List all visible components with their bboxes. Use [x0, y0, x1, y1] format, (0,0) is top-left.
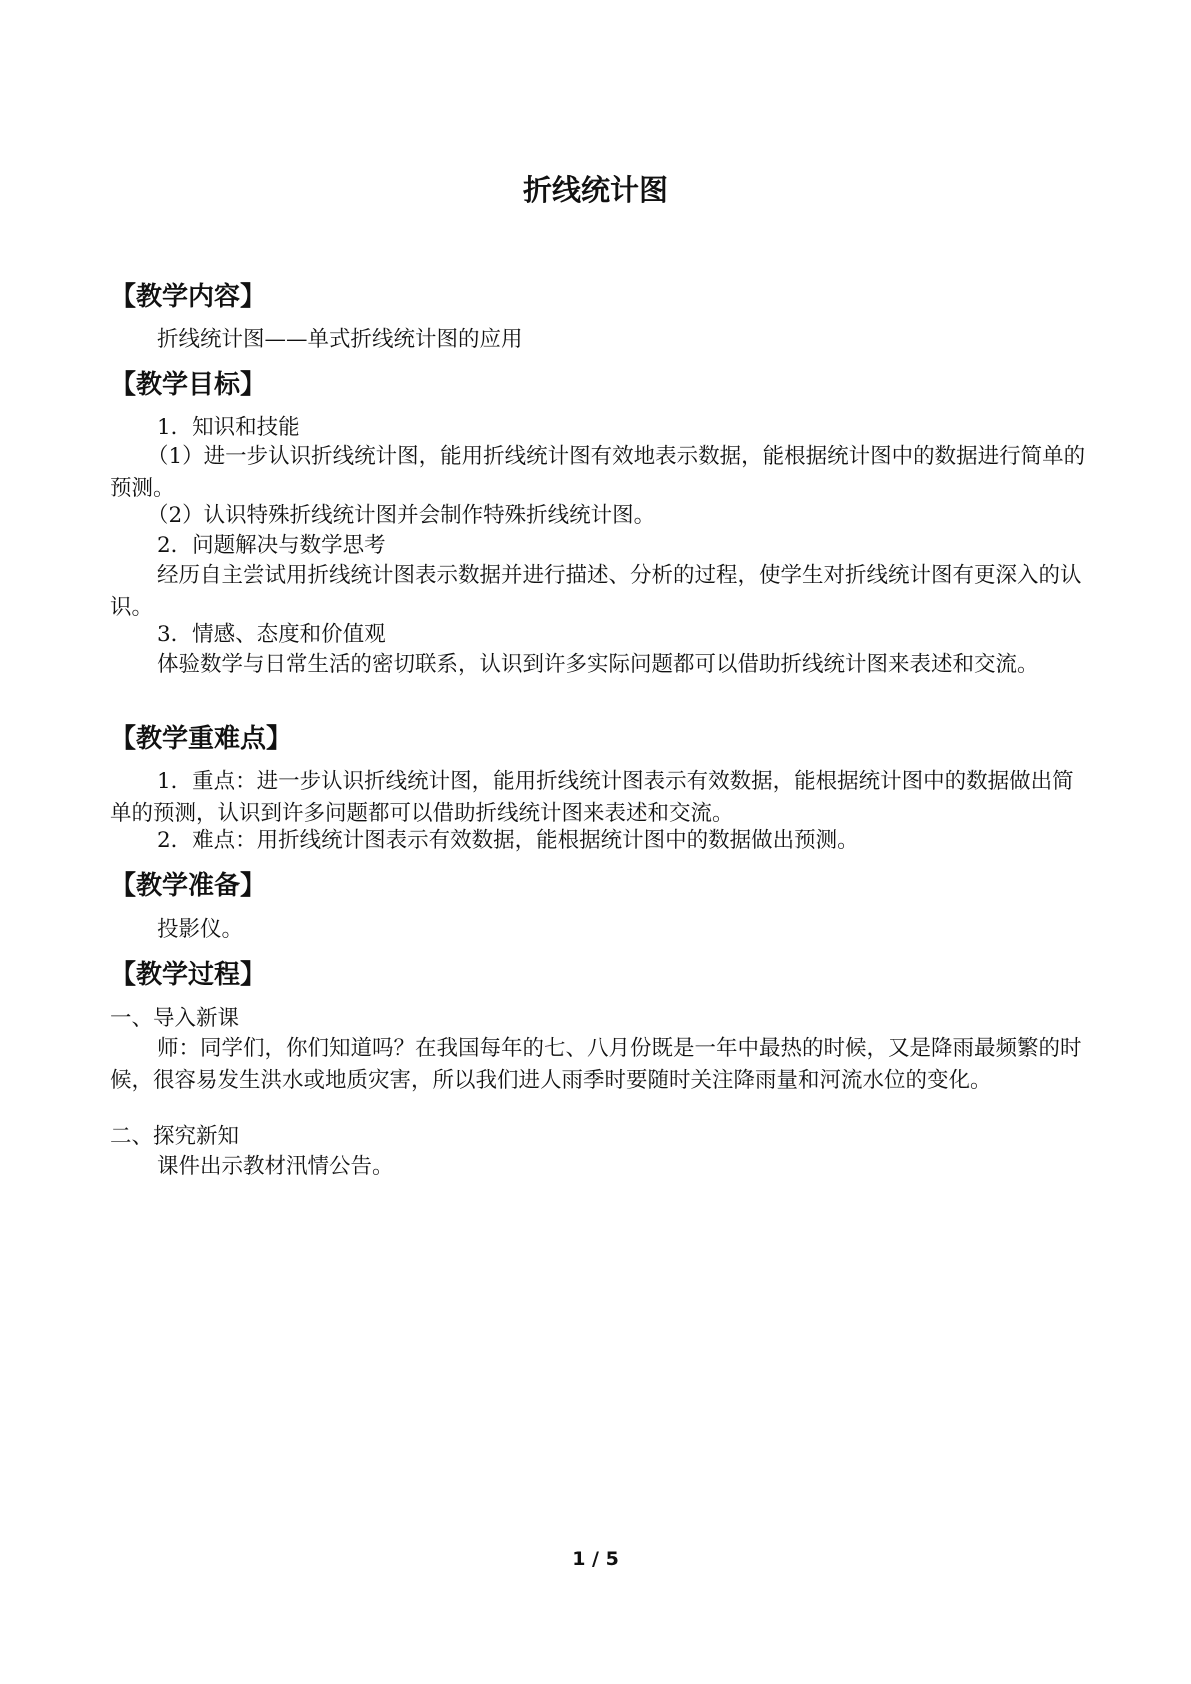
section-heading-keypoints: 【教学重难点】 — [110, 724, 293, 754]
content-text: 折线统计图——单式折线统计图的应用 — [157, 327, 523, 352]
goals-item-2: 2．问题解决与数学思考 — [157, 533, 386, 558]
page-title: 折线统计图 — [522, 173, 668, 207]
process-part-1-title: 一、导入新课 — [110, 1006, 240, 1031]
goals-item-3: 3．情感、态度和价值观 — [157, 622, 386, 647]
process-part-2-text: 课件出示教材汛情公告。 — [157, 1154, 394, 1179]
process-part-2-title: 二、探究新知 — [110, 1124, 240, 1149]
section-heading-process: 【教学过程】 — [110, 960, 267, 990]
goals-item-1-sub-1: （1）进一步认识折线统计图，能用折线统计图有效地表示数据，能根据统计图中的数据进行简单的预测。 — [110, 444, 1086, 501]
page-number: 1 / 5 — [572, 1548, 619, 1570]
section-heading-goals: 【教学目标】 — [110, 370, 267, 400]
keypoints-item-2: 2．难点：用折线统计图表示有效数据，能根据统计图中的数据做出预测。 — [157, 828, 859, 853]
section-heading-content: 【教学内容】 — [110, 282, 267, 312]
goals-item-2-text: 经历自主尝试用折线统计图表示数据并进行描述、分析的过程，使学生对折线统计图有更深入的认识。 — [110, 563, 1082, 620]
goals-item-1: 1．知识和技能 — [157, 415, 300, 440]
keypoints-item-1: 1．重点：进一步认识折线统计图，能用折线统计图表示有效数据，能根据统计图中的数据做出简单的预测，认识到许多问题都可以借助折线统计图来表述和交流。 — [110, 769, 1074, 826]
section-heading-preparation: 【教学准备】 — [110, 871, 267, 901]
process-part-1-text: 师：同学们，你们知道吗？在我国每年的七、八月份既是一年中最热的时候，又是降雨最频繁的时候，很容易发生洪水或地质灾害，所以我们进人雨季时要随时关注降雨量和河流水位的变化。 — [110, 1036, 1082, 1093]
goals-item-3-text: 体验数学与日常生活的密切联系，认识到许多实际问题都可以借助折线统计图来表述和交流。 — [157, 652, 1039, 677]
goals-item-1-sub-2: （2）认识特殊折线统计图并会制作特殊折线统计图。 — [147, 503, 656, 528]
preparation-text: 投影仪。 — [157, 917, 244, 942]
